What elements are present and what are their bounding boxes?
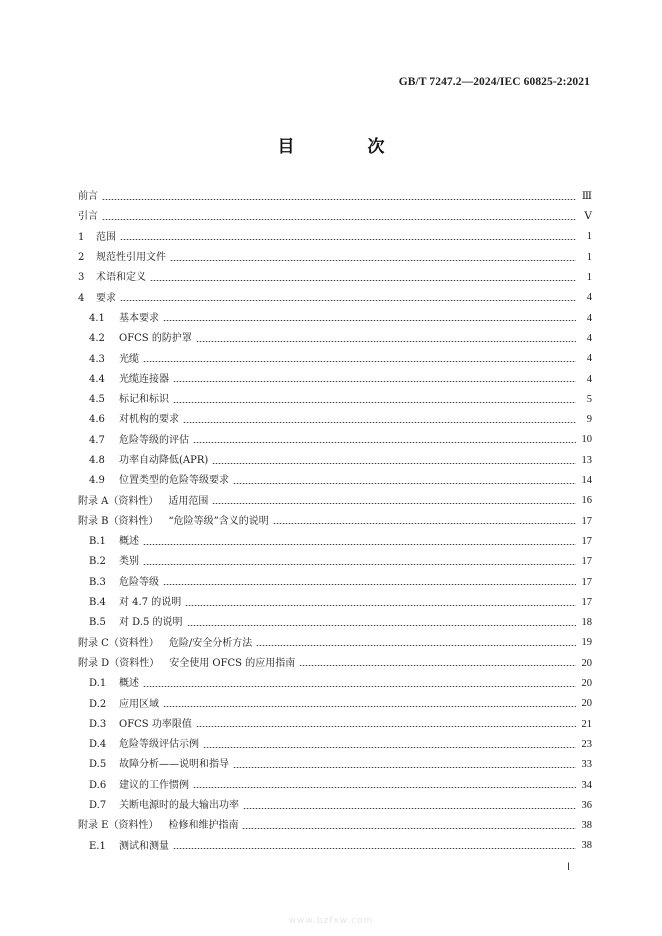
toc-entry-page: 34 — [581, 779, 592, 791]
toc-entry-number: 4.8 — [89, 455, 105, 466]
toc-entry-title: 对 D.5 的说明 — [119, 617, 183, 629]
toc-entry[interactable] — [78, 390, 592, 410]
toc-entry-title: OFCS 的防护罩 — [119, 333, 192, 345]
toc-entry-title: “危险等级”含义的说明 — [168, 515, 269, 527]
toc-entry-page: 20 — [581, 698, 592, 710]
toc-entry-page: 19 — [581, 637, 592, 649]
dot-leader — [212, 463, 576, 464]
dot-leader — [187, 625, 576, 626]
table-of-contents — [78, 187, 592, 857]
toc-entry-title: 规范性引用文件 — [96, 252, 166, 264]
toc-entry[interactable] — [78, 837, 592, 857]
toc-entry-page: 17 — [581, 535, 592, 547]
toc-entry-number: 3 — [78, 272, 85, 284]
toc-entry-page: 38 — [581, 820, 592, 832]
toc-entry[interactable] — [78, 248, 592, 268]
dot-leader — [143, 686, 576, 687]
toc-entry-title: 对机构的要求 — [119, 414, 179, 426]
toc-entry[interactable] — [78, 593, 592, 613]
dot-leader — [163, 320, 576, 321]
dot-leader — [203, 747, 576, 748]
toc-entry-number: B.4 — [89, 597, 106, 609]
toc-entry[interactable] — [78, 309, 592, 329]
dot-leader — [150, 280, 576, 281]
toc-entry[interactable] — [78, 532, 592, 552]
toc-entry-page: 21 — [581, 718, 592, 730]
toc-entry-title: 范围 — [96, 231, 116, 243]
toc-entry-title: 适用范围 — [168, 495, 209, 507]
dot-leader — [299, 665, 576, 666]
toc-entry-number: 附录 B（资料性） — [78, 515, 159, 527]
toc-entry[interactable] — [78, 431, 592, 451]
watermark-text: www.bzfxw.com — [288, 916, 374, 926]
toc-entry-number: B.3 — [89, 576, 106, 588]
dot-leader — [233, 483, 576, 484]
toc-entry-number: 附录 E（资料性） — [78, 820, 159, 832]
dot-leader — [233, 767, 576, 768]
toc-entry-number: 4.4 — [89, 373, 105, 385]
toc-entry-title: 概述 — [119, 536, 139, 548]
toc-entry[interactable] — [78, 349, 592, 369]
dot-leader — [196, 726, 576, 727]
toc-entry-number: 4.7 — [89, 434, 105, 446]
toc-entry-number: B.2 — [89, 556, 106, 568]
toc-entry-title: 应用区域 — [119, 698, 159, 710]
toc-entry-page: 5 — [586, 393, 592, 405]
toc-entry-page: 10 — [581, 434, 592, 446]
toc-entry[interactable] — [78, 694, 592, 714]
toc-entry-title: 引言 — [78, 211, 98, 223]
toc-entry-title: 故障分析——说明和指导 — [119, 759, 229, 771]
dot-leader — [120, 239, 576, 240]
toc-entry-number: B.1 — [89, 536, 106, 548]
dot-leader — [196, 341, 576, 342]
toc-entry-page: 38 — [581, 840, 592, 852]
toc-entry-page: Ⅴ — [584, 211, 592, 223]
dot-leader — [143, 564, 576, 565]
dot-leader — [243, 808, 576, 809]
toc-entry[interactable] — [78, 187, 592, 207]
toc-entry-number: B.5 — [89, 617, 106, 629]
toc-entry-title: 要求 — [96, 292, 116, 304]
toc-entry-title: 建议的工作惯例 — [119, 779, 189, 791]
toc-entry[interactable] — [78, 735, 592, 755]
toc-entry[interactable] — [78, 268, 592, 288]
dot-leader — [193, 442, 576, 443]
toc-entry-number: 4.2 — [89, 333, 105, 345]
toc-entry-title: 光缆 — [119, 353, 139, 365]
toc-entry-title: 危险/安全分析方法 — [168, 637, 253, 649]
toc-entry-page: 36 — [581, 799, 592, 811]
toc-entry-title: 功率自动降低(APR) — [119, 455, 209, 466]
toc-entry[interactable] — [78, 776, 592, 796]
toc-entry-page: 4 — [586, 332, 592, 344]
toc-entry-title: 检修和维护指南 — [168, 820, 239, 832]
toc-entry-title: OFCS 功率限值 — [119, 718, 192, 730]
toc-entry-number: 附录 A（资料性） — [78, 495, 159, 507]
toc-entry-number: 4.3 — [89, 353, 105, 365]
toc-entry-page: 1 — [586, 272, 592, 284]
toc-entry-title: 危险等级评估示例 — [119, 739, 199, 751]
dot-leader — [102, 199, 576, 200]
dot-leader — [173, 848, 576, 849]
toc-entry-number: D.7 — [89, 800, 107, 812]
toc-entry-title: 类别 — [119, 556, 139, 568]
toc-entry-page: 17 — [581, 576, 592, 588]
toc-entry-title: 前言 — [78, 191, 98, 203]
dot-leader — [143, 361, 576, 362]
dot-leader — [173, 402, 576, 403]
dot-leader — [212, 503, 576, 504]
toc-entry-title: 位置类型的危险等级要求 — [119, 475, 229, 487]
toc-entry[interactable] — [78, 491, 592, 511]
toc-entry[interactable] — [78, 410, 592, 430]
toc-entry-number: 4.6 — [89, 414, 105, 426]
toc-entry-number: 1 — [78, 231, 85, 243]
toc-entry-title: 安全使用 OFCS 的应用指南 — [169, 657, 296, 669]
toc-entry-page: 1 — [586, 251, 592, 263]
toc-entry-title: 危险等级 — [119, 576, 159, 588]
toc-entry[interactable] — [78, 228, 592, 248]
dot-leader — [120, 300, 576, 301]
toc-entry[interactable] — [78, 674, 592, 694]
toc-entry-number: E.1 — [89, 840, 106, 852]
toc-entry-page: 17 — [581, 515, 592, 527]
toc-entry-page: 9 — [586, 414, 592, 426]
dot-leader — [163, 706, 576, 707]
toc-entry-page: 13 — [581, 454, 592, 466]
toc-entry-page: 4 — [586, 373, 592, 385]
page-number: Ⅰ — [567, 862, 570, 873]
toc-entry-page: 4 — [586, 353, 592, 365]
toc-entry-number: 4 — [78, 292, 85, 304]
toc-entry-title: 概述 — [119, 678, 139, 690]
toc-entry-number: 4.5 — [89, 394, 105, 406]
toc-entry-number: 附录 C（资料性） — [78, 637, 159, 649]
toc-entry[interactable] — [78, 573, 592, 593]
toc-entry-page: 17 — [581, 556, 592, 568]
toc-entry[interactable] — [78, 451, 592, 471]
toc-entry[interactable] — [78, 796, 592, 816]
toc-entry-number: D.6 — [89, 779, 107, 791]
toc-entry[interactable] — [78, 288, 592, 308]
toc-entry-number: D.4 — [89, 739, 107, 751]
toc-entry[interactable] — [78, 634, 592, 654]
toc-entry-title: 危险等级的评估 — [119, 434, 189, 446]
toc-entry[interactable] — [78, 816, 592, 836]
toc-entry-number: 附录 D（资料性） — [78, 657, 160, 669]
toc-entry-title: 对 4.7 的说明 — [119, 597, 182, 609]
toc-entry-page: 16 — [581, 495, 592, 507]
toc-entry-title: 测试和测量 — [119, 840, 169, 852]
toc-entry[interactable] — [78, 613, 592, 633]
dot-leader — [242, 828, 576, 829]
dot-leader — [185, 605, 576, 606]
dot-leader — [173, 381, 576, 382]
dot-leader — [256, 645, 576, 646]
toc-entry[interactable] — [78, 329, 592, 349]
toc-entry-page: 18 — [581, 617, 592, 629]
toc-entry[interactable] — [78, 552, 592, 572]
toc-entry-number: 4.9 — [89, 475, 105, 487]
dot-leader — [143, 544, 576, 545]
toc-entry[interactable] — [78, 207, 592, 227]
toc-entry-number: D.2 — [89, 698, 107, 710]
toc-entry-page: 23 — [581, 738, 592, 750]
toc-entry-number: D.5 — [89, 759, 107, 771]
toc-entry[interactable] — [78, 755, 592, 775]
toc-entry-title: 基本要求 — [119, 312, 159, 324]
toc-entry-number: 4.1 — [89, 312, 105, 324]
dot-leader — [170, 260, 576, 261]
toc-entry-page: 20 — [581, 678, 592, 690]
toc-entry[interactable] — [78, 370, 592, 390]
toc-entry-number: D.3 — [89, 718, 107, 730]
dot-leader — [102, 219, 576, 220]
toc-entry-title: 术语和定义 — [96, 272, 146, 284]
toc-entry-number: D.1 — [89, 678, 107, 690]
toc-entry[interactable] — [78, 471, 592, 491]
dot-leader — [193, 787, 576, 788]
toc-entry-title: 光缆连接器 — [119, 373, 169, 385]
dot-leader — [273, 523, 576, 524]
toc-entry-page: 14 — [581, 475, 592, 487]
toc-entry-title: 关断电源时的最大输出功率 — [119, 800, 239, 812]
toc-entry-page: 4 — [586, 292, 592, 304]
standard-code-header: GB/T 7247.2—2024/IEC 60825-2:2021 — [398, 76, 590, 88]
toc-entry-page: 1 — [586, 231, 592, 243]
toc-entry[interactable] — [78, 512, 592, 532]
toc-entry-page: 33 — [581, 759, 592, 771]
toc-entry-page: 4 — [586, 312, 592, 324]
dot-leader — [183, 422, 576, 423]
dot-leader — [163, 584, 576, 585]
toc-entry-page: Ⅲ — [581, 190, 592, 202]
toc-entry[interactable] — [78, 654, 592, 674]
toc-entry[interactable] — [78, 715, 592, 735]
page-title: 目 次 — [277, 137, 413, 157]
toc-entry-number: 2 — [78, 252, 85, 264]
toc-entry-page: 17 — [581, 596, 592, 608]
toc-entry-page: 20 — [581, 657, 592, 669]
toc-entry-title: 标记和标识 — [119, 394, 169, 406]
